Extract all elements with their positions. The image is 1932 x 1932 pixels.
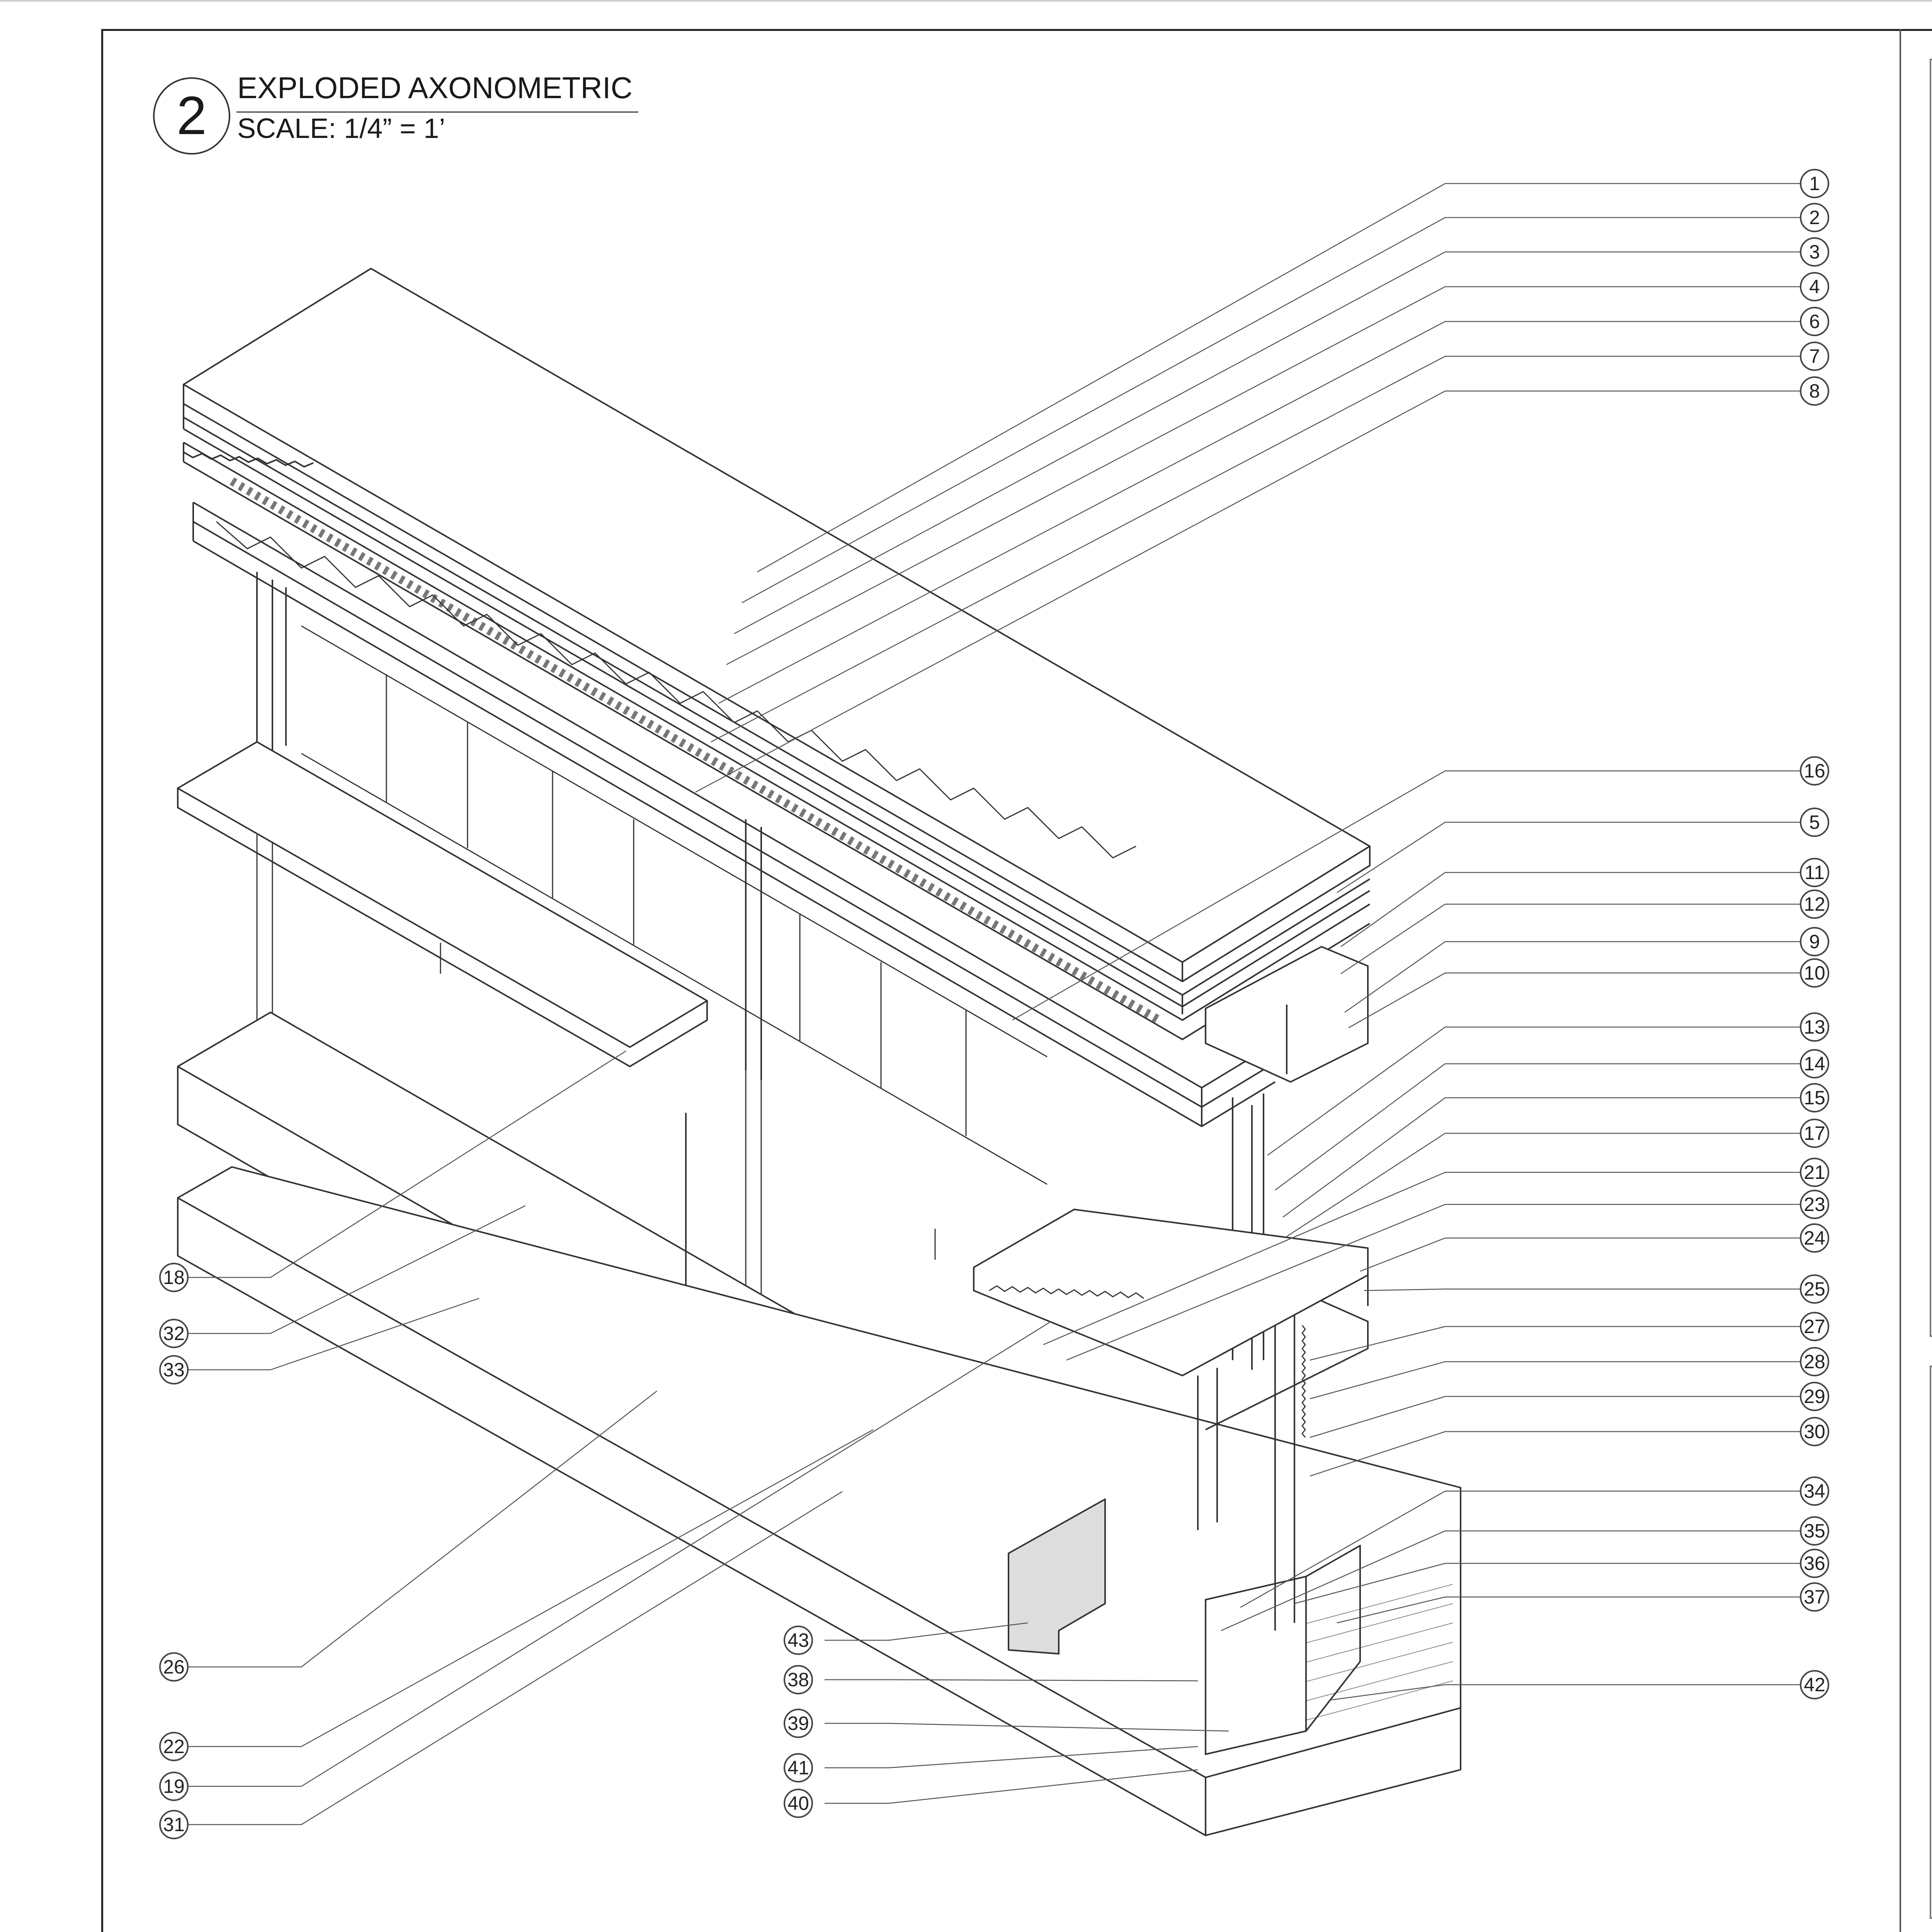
callout-21 — [1801, 1158, 1828, 1186]
callout-22 — [160, 1733, 188, 1760]
svg-text:24: 24 — [1804, 1227, 1825, 1249]
svg-text:1: 1 — [1809, 173, 1820, 194]
svg-text:30: 30 — [1804, 1421, 1825, 1442]
callout-25 — [1801, 1275, 1828, 1303]
svg-text:40: 40 — [787, 1793, 809, 1814]
title-block-panel — [1930, 1366, 1932, 1919]
svg-text:33: 33 — [163, 1359, 185, 1381]
svg-text:6: 6 — [1809, 311, 1820, 332]
svg-text:9: 9 — [1809, 931, 1820, 952]
callout-12 — [1801, 890, 1828, 918]
svg-text:34: 34 — [1804, 1480, 1825, 1502]
svg-text:19: 19 — [163, 1776, 185, 1797]
callout-2 — [1801, 204, 1828, 231]
svg-text:31: 31 — [163, 1814, 185, 1835]
svg-text:4: 4 — [1809, 276, 1820, 298]
callout-39 — [784, 1709, 812, 1737]
callout-37 — [1801, 1583, 1828, 1611]
callout-7 — [1801, 342, 1828, 370]
svg-text:14: 14 — [1804, 1053, 1825, 1075]
svg-text:25: 25 — [1804, 1278, 1825, 1300]
svg-text:29: 29 — [1804, 1386, 1825, 1407]
svg-text:21: 21 — [1804, 1162, 1825, 1183]
material-key-panel — [1930, 59, 1932, 1337]
svg-text:28: 28 — [1804, 1351, 1825, 1372]
view-title: EXPLODED AXONOMETRIC — [237, 71, 633, 105]
svg-text:22: 22 — [163, 1736, 185, 1757]
svg-text:26: 26 — [163, 1656, 185, 1678]
callout-19 — [160, 1772, 188, 1800]
callout-33 — [160, 1356, 188, 1384]
callout-14 — [1801, 1050, 1828, 1078]
callout-group-middle — [784, 1626, 812, 1817]
svg-text:36: 36 — [1804, 1553, 1825, 1574]
svg-text:41: 41 — [787, 1757, 809, 1779]
callout-15 — [1801, 1084, 1828, 1112]
callout-10 — [1801, 959, 1828, 987]
svg-text:32: 32 — [163, 1323, 185, 1344]
svg-text:27: 27 — [1804, 1316, 1825, 1337]
svg-text:2: 2 — [1809, 207, 1820, 228]
callout-43 — [784, 1626, 812, 1654]
callout-36 — [1801, 1549, 1828, 1577]
svg-text:42: 42 — [1804, 1674, 1825, 1696]
view-number: 2 — [153, 77, 230, 155]
callout-30 — [1801, 1418, 1828, 1446]
svg-text:11: 11 — [1804, 862, 1825, 883]
svg-text:10: 10 — [1804, 962, 1825, 984]
callout-38 — [784, 1666, 812, 1694]
callout-24 — [1801, 1224, 1828, 1252]
callout-group-right — [1801, 170, 1828, 1699]
svg-text:7: 7 — [1809, 345, 1820, 367]
callout-1 — [1801, 170, 1828, 197]
callout-4 — [1801, 273, 1828, 301]
view-scale: SCALE: 1/4” = 1’ — [237, 113, 446, 144]
callout-26 — [160, 1653, 188, 1681]
svg-text:12: 12 — [1804, 893, 1825, 915]
callout-11 — [1801, 859, 1828, 886]
svg-text:43: 43 — [787, 1629, 809, 1651]
svg-text:8: 8 — [1809, 380, 1820, 402]
callout-5 — [1801, 808, 1828, 836]
svg-text:16: 16 — [1804, 760, 1825, 782]
svg-text:3: 3 — [1809, 241, 1820, 263]
svg-text:13: 13 — [1804, 1016, 1825, 1038]
callout-27 — [1801, 1313, 1828, 1340]
callout-23 — [1801, 1190, 1828, 1218]
svg-text:15: 15 — [1804, 1087, 1825, 1109]
fascia-box — [1206, 947, 1368, 1082]
callout-group-left — [160, 1264, 188, 1838]
svg-text:35: 35 — [1804, 1520, 1825, 1542]
mid-floor-decking — [974, 1209, 1368, 1376]
callout-8 — [1801, 377, 1828, 405]
callout-6 — [1801, 308, 1828, 335]
callout-40 — [784, 1789, 812, 1817]
callout-34 — [1801, 1477, 1828, 1505]
callout-17 — [1801, 1119, 1828, 1147]
callout-31 — [160, 1811, 188, 1838]
svg-text:5: 5 — [1809, 811, 1820, 833]
callout-16 — [1801, 757, 1828, 785]
callout-35 — [1801, 1517, 1828, 1545]
svg-text:17: 17 — [1804, 1122, 1825, 1144]
callout-9 — [1801, 928, 1828, 956]
callout-42 — [1801, 1671, 1828, 1699]
callout-28 — [1801, 1348, 1828, 1376]
svg-text:37: 37 — [1804, 1586, 1825, 1608]
svg-text:39: 39 — [787, 1713, 809, 1734]
callout-32 — [160, 1320, 188, 1347]
svg-text:23: 23 — [1804, 1194, 1825, 1215]
callout-18 — [160, 1264, 188, 1291]
callout-41 — [784, 1754, 812, 1782]
svg-text:18: 18 — [163, 1267, 185, 1288]
svg-text:38: 38 — [787, 1669, 809, 1690]
callout-29 — [1801, 1383, 1828, 1410]
callout-3 — [1801, 238, 1828, 266]
callout-13 — [1801, 1013, 1828, 1041]
